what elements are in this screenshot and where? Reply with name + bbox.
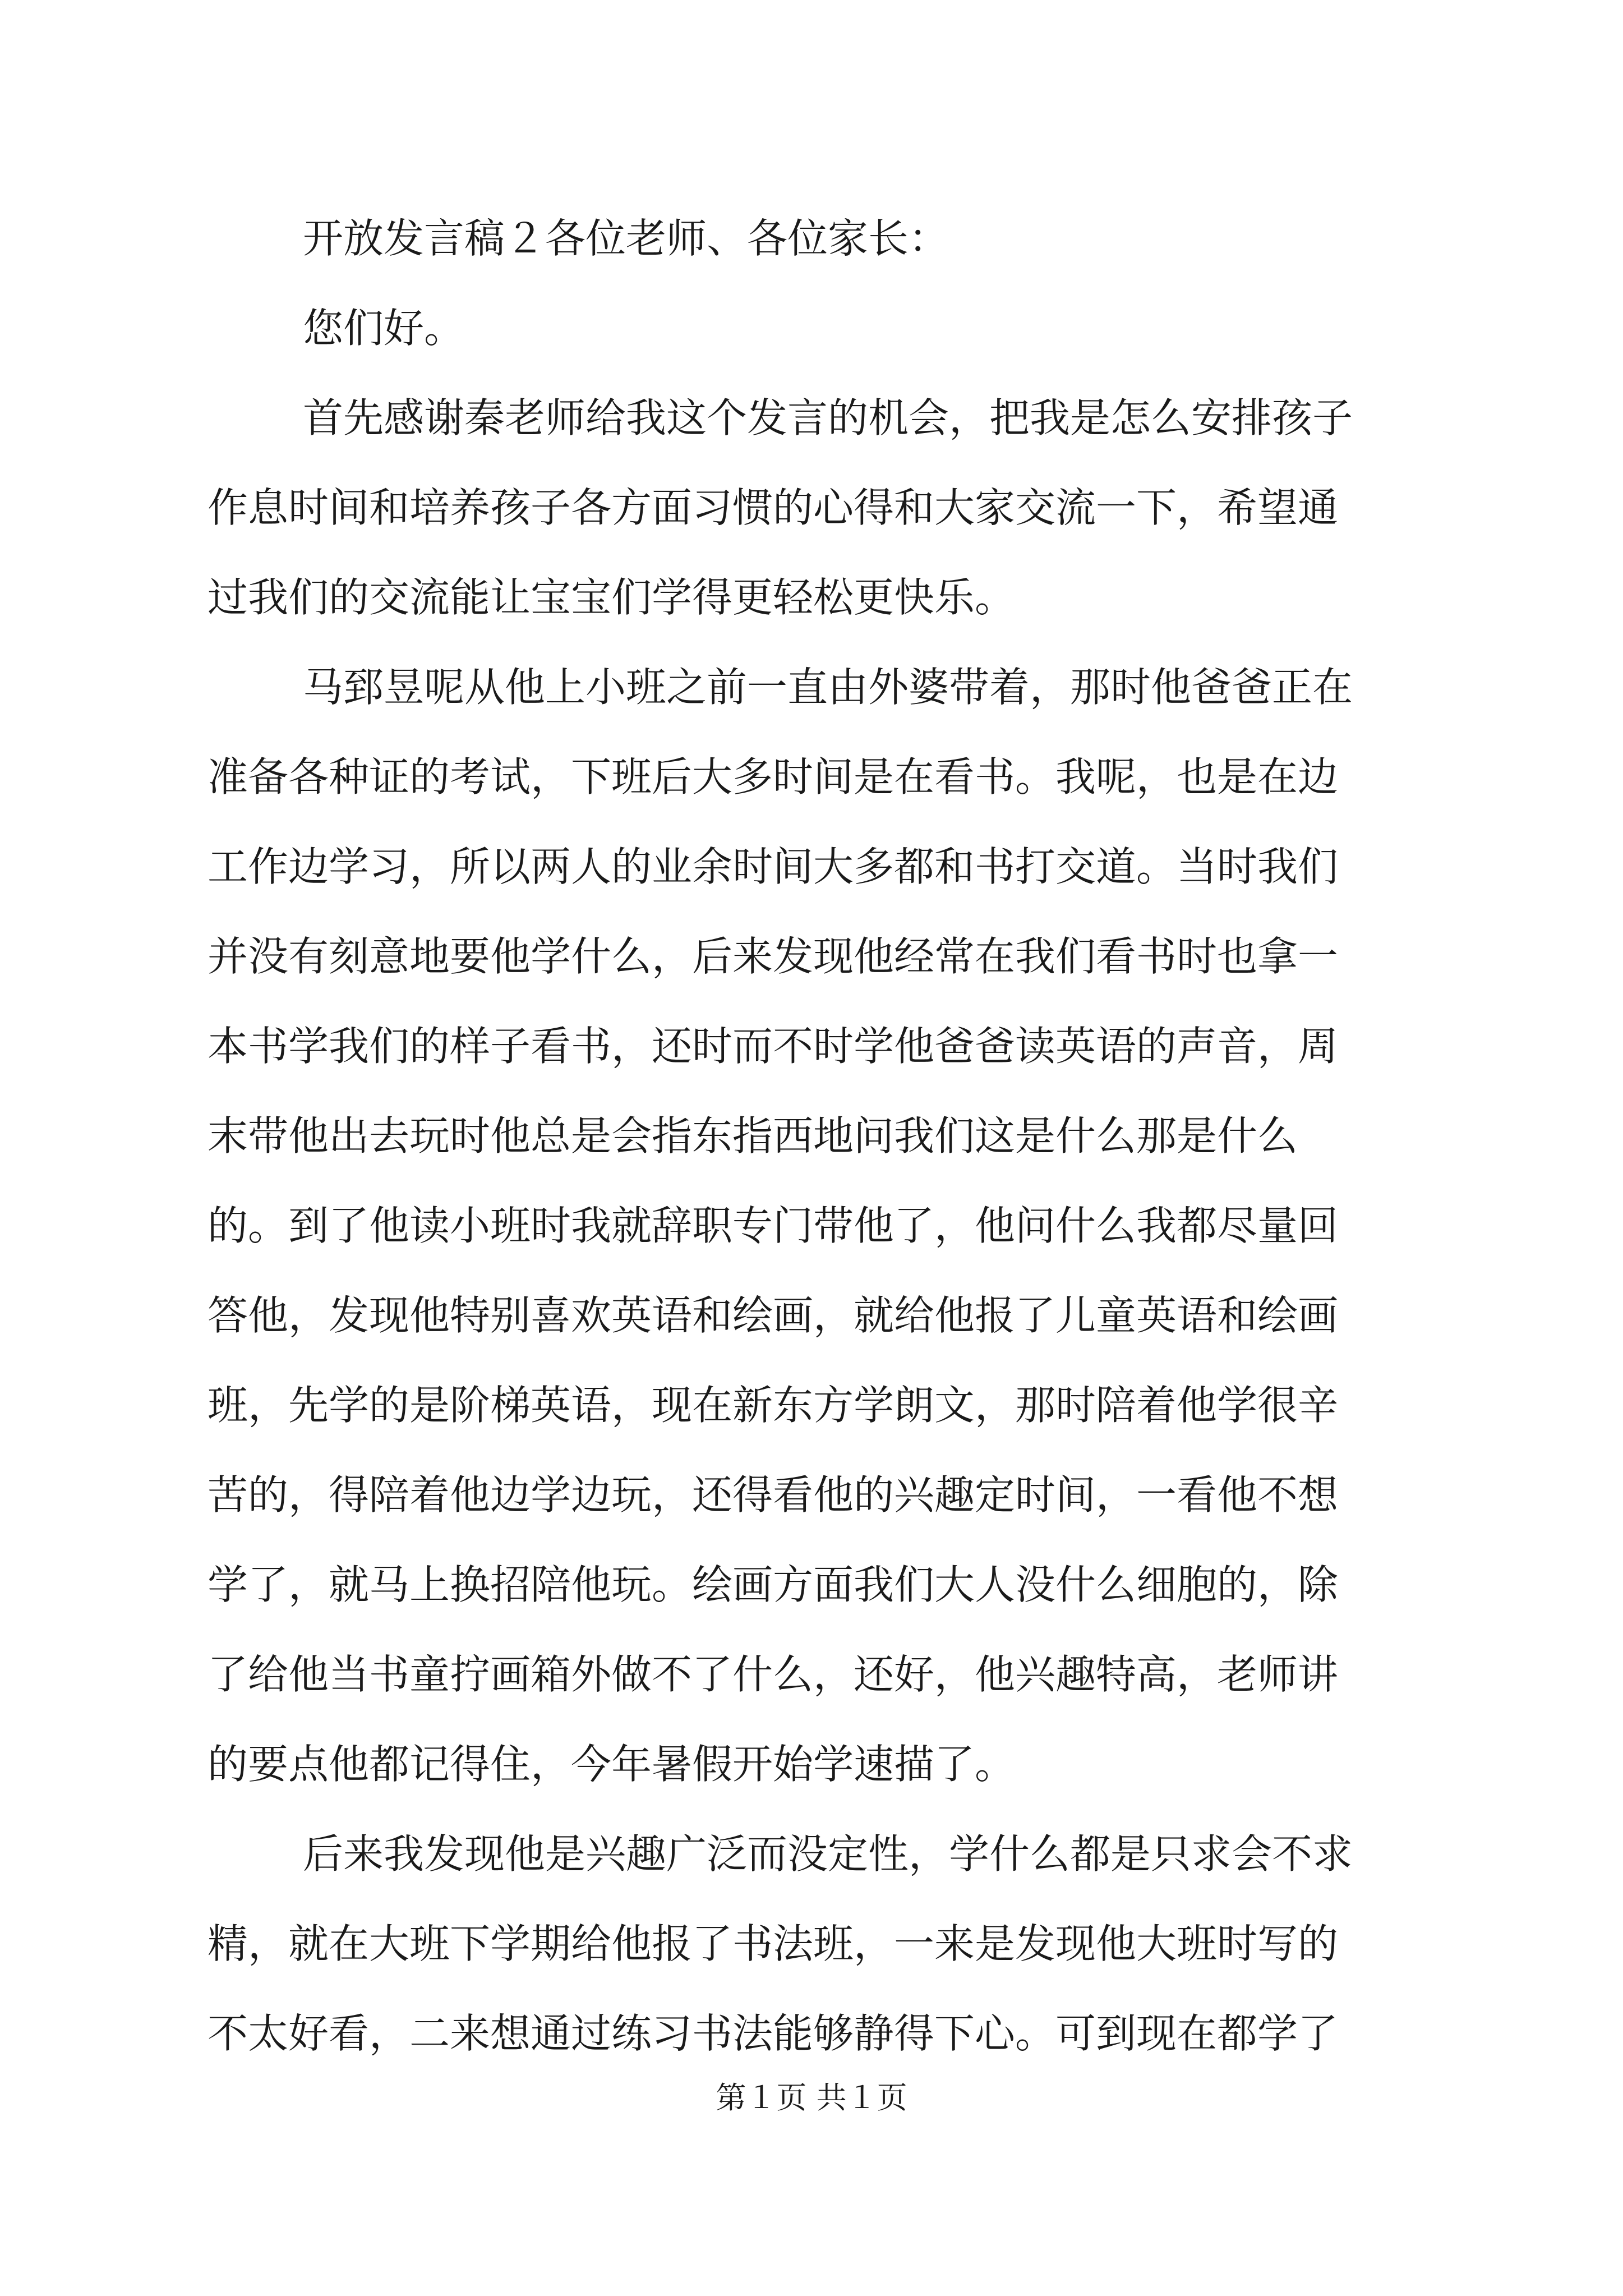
text-line: 末带他出去玩时他总是会指东指西地问我们这是什么那是什么 [208,1112,1298,1159]
text-line: 班，先学的是阶梯英语，现在新东方学朗文，那时陪着他学很辛 [208,1382,1339,1429]
text-line: 工作边学习，所以两人的业余时间大多都和书打交道。当时我们 [208,843,1339,890]
page-number-label: 第１页 共１页 [716,2080,907,2115]
text-line: 首先感谢秦老师给我这个发言的机会，把我是怎么安排孩子 [303,394,1353,441]
text-line: 准备各种证的考试，下班后大多时间是在看书。我呢，也是在边 [208,753,1339,800]
text-line: 苦的，得陪着他边学边玩，还得看他的兴趣定时间，一看他不想 [208,1471,1339,1519]
text-line: 开放发言稿２各位老师、各位家长： [303,215,949,262]
text-line: 的。到了他读小班时我就辞职专门带他了，他问什么我都尽量回 [208,1202,1339,1249]
text-line: 后来我发现他是兴趣广泛而没定性，学什么都是只求会不求 [303,1830,1353,1878]
text-line: 精，就在大班下学期给他报了书法班，一来是发现他大班时写的 [208,1920,1339,1967]
text-line: 本书学我们的样子看书，还时而不时学他爸爸读英语的声音，周 [208,1023,1339,1070]
text-line: 学了，就马上换招陪他玩。绘画方面我们大人没什么细胞的，除 [208,1561,1339,1608]
text-line: 过我们的交流能让宝宝们学得更轻松更快乐。 [208,574,1016,621]
text-line: 了给他当书童拧画箱外做不了什么，还好，他兴趣特高，老师讲 [208,1651,1339,1698]
page-footer [0,2076,1623,2120]
text-line: 您们好。 [303,305,465,352]
text-line: 并没有刻意地要他学什么，后来发现他经常在我们看书时也拿一 [208,933,1339,980]
text-line: 答他，发现他特别喜欢英语和绘画，就给他报了儿童英语和绘画 [208,1292,1339,1339]
text-line: 的要点他都记得住，今年暑假开始学速描了。 [208,1741,1016,1788]
text-line: 马郅昱呢从他上小班之前一直由外婆带着，那时他爸爸正在 [303,664,1353,711]
text-line: 不太好看，二来想通过练习书法能够静得下心。可到现在都学了 [208,2010,1339,2057]
text-line: 作息时间和培养孩子各方面习惯的心得和大家交流一下，希望通 [208,484,1339,531]
